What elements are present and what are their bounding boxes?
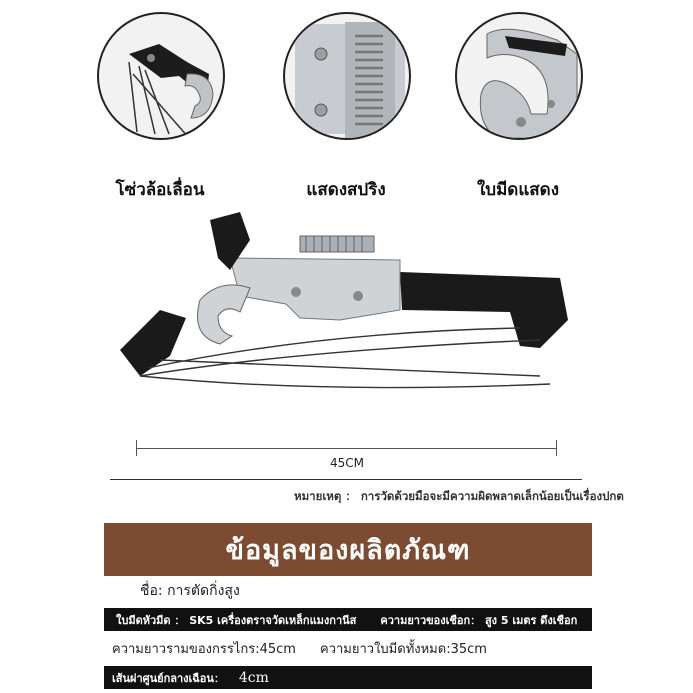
detail-pulley-photo xyxy=(97,12,225,140)
blade-material: ใบมีดหัวมีด ： SK5 เครื่องตราจวัดเหล็กแมงกานีส xyxy=(116,613,357,627)
handle-grip xyxy=(400,272,568,348)
product-name: ชื่อ: การตัดกิ่งสูง xyxy=(140,583,240,599)
blade-length: ความยาวใบมีดทั้งหมด:35cm xyxy=(320,642,487,657)
shear-length: ความยาวรามของกรรไกร:45cm xyxy=(112,642,296,657)
detail-blade-caption: ใบมีดแสดง xyxy=(476,180,559,200)
spring xyxy=(300,236,374,252)
hook-blade xyxy=(198,285,251,344)
rope-length: ความยาวของเชือก： สูง 5 เมตร ดึงเชือก xyxy=(380,613,578,627)
pulley-chain-icon xyxy=(99,14,223,138)
pruner-product-image xyxy=(100,200,580,400)
pull-rope xyxy=(140,328,550,388)
detail-spring-caption: แสดงสปริง xyxy=(306,180,386,200)
dimension-tick-right xyxy=(556,440,557,456)
blade-hook-icon xyxy=(457,14,581,138)
detail-pulley-caption: โซ่วล้อเลื่อน xyxy=(115,180,205,200)
detail-spring-photo xyxy=(283,12,411,140)
spec-row-diameter xyxy=(104,666,592,689)
spec-row-material xyxy=(104,608,592,631)
spring-icon xyxy=(285,14,409,138)
detail-blade-photo xyxy=(455,12,583,140)
dimension-tick-left xyxy=(136,440,137,456)
pulley-diameter-label: เส้นผ่าศูนย์กลางเฉือน： xyxy=(112,671,225,685)
pulley xyxy=(120,310,186,376)
banner-title: ข้อมูลของผลิตภัณฑ xyxy=(225,535,471,566)
dimension-line xyxy=(136,448,556,449)
steel-body xyxy=(230,258,400,320)
pulley-diameter-value: 4cm xyxy=(238,669,269,686)
product-info-banner xyxy=(104,523,592,576)
section-divider xyxy=(110,479,582,480)
dimension-label: 45CM xyxy=(329,456,364,470)
measurement-note: หมายเหตุ ： การวัดด้วยมือจะมีความผิดพลาดเล็กน้อยเป็นเรื่องปกต xyxy=(294,489,624,503)
